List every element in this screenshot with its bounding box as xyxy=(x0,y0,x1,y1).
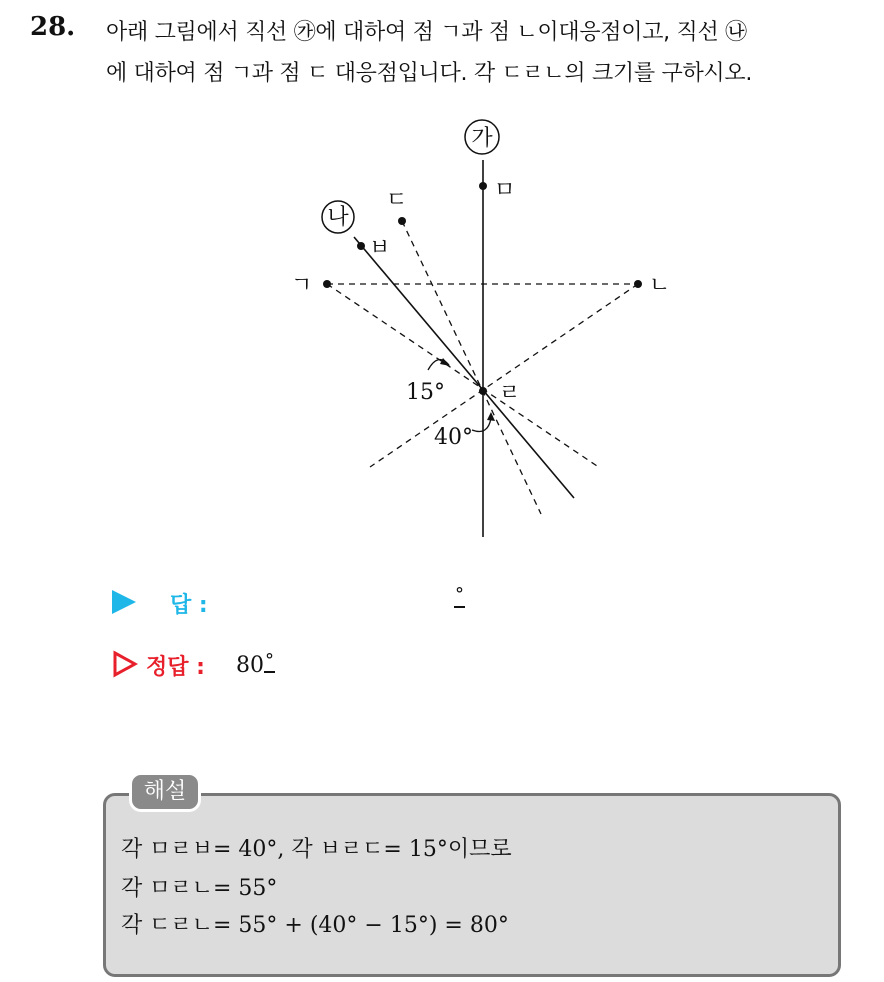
answer-row xyxy=(108,584,508,618)
question-text-line1: 아래 그림에서 직선 ㉮에 대하여 점 ㄱ과 점 ㄴ이대응점이고, 직선 ㉯ xyxy=(106,20,747,45)
correct-arrow-icon xyxy=(112,650,138,678)
correct-unit: ° xyxy=(265,650,274,671)
angle-label-40: 40° xyxy=(434,425,473,450)
point-digeut xyxy=(398,217,406,225)
label-bieup: ㅂ xyxy=(369,236,391,261)
dashed-digeut-rieul xyxy=(402,221,541,514)
explanation-line1: 각 ㅁㄹㅂ= 40°, 각 ㅂㄹㄷ= 15°이므로 xyxy=(121,837,512,862)
correct-value-wrap xyxy=(236,650,275,678)
correct-value: 80 xyxy=(236,653,264,678)
line-na-label: 나 xyxy=(327,205,349,230)
question-text-line2: 에 대하여 점 ㄱ과 점 ㄷ 대응점입니다. 각 ㄷㄹㄴ의 크기를 구하시오. xyxy=(106,61,753,86)
answer-label: 답 : xyxy=(170,593,208,618)
explanation-tab: 해설 xyxy=(129,772,201,812)
label-nieun: ㄴ xyxy=(649,273,671,298)
dashed-nieun-rieul xyxy=(370,284,638,467)
point-rieul xyxy=(479,387,487,395)
label-rieul: ㄹ xyxy=(499,381,521,406)
label-giyeok: ㄱ xyxy=(291,273,313,298)
point-bieup xyxy=(357,242,365,250)
label-digeut: ㄷ xyxy=(386,188,408,213)
correct-answer-row xyxy=(108,648,508,682)
label-mieum: ㅁ xyxy=(494,178,516,203)
point-nieun xyxy=(634,280,642,288)
point-giyeok xyxy=(323,280,331,288)
explanation-line2: 각 ㅁㄹㄴ= 55° xyxy=(121,876,278,901)
correct-label: 정답 : xyxy=(146,655,205,680)
answer-unit: ° xyxy=(454,584,465,608)
answer-arrow-icon xyxy=(112,590,136,614)
line-na xyxy=(354,237,574,498)
explanation-line3: 각 ㄷㄹㄴ= 55° + (40° − 15°) = 80° xyxy=(121,913,509,938)
point-mieum xyxy=(479,182,487,190)
question-number: 28. xyxy=(30,12,76,42)
angle-label-15: 15° xyxy=(406,380,445,405)
line-ga-label: 가 xyxy=(471,126,493,151)
